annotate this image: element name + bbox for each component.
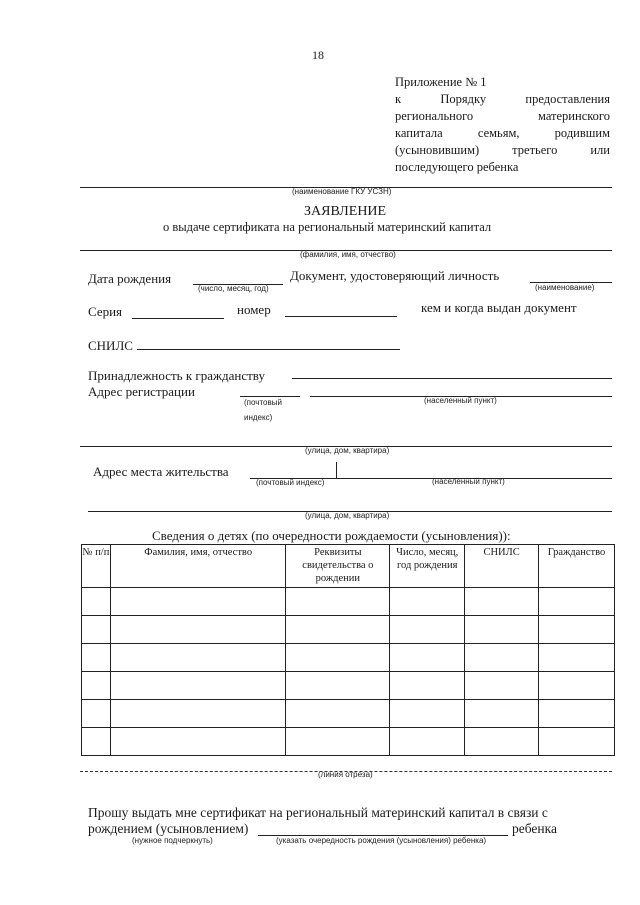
citizenship-field[interactable]	[292, 378, 612, 379]
table-cell[interactable]	[110, 672, 286, 700]
appendix-block	[395, 74, 610, 176]
table-cell[interactable]	[286, 672, 390, 700]
table-cell[interactable]	[82, 672, 111, 700]
col-header-number: № п/п	[82, 545, 111, 588]
table-cell[interactable]	[110, 728, 286, 756]
table-row	[82, 672, 615, 700]
number-label: номер	[237, 302, 271, 317]
appendix-line: капитала семьям, родившим	[395, 126, 610, 140]
appendix-title: Приложение № 1	[395, 75, 487, 89]
table-cell[interactable]	[539, 644, 615, 672]
table-cell[interactable]	[82, 588, 111, 616]
table-cell[interactable]	[465, 616, 539, 644]
residence-separator	[336, 462, 337, 478]
postal-caption: (почтовый	[244, 398, 282, 407]
table-cell[interactable]	[390, 588, 465, 616]
table-cell[interactable]	[465, 728, 539, 756]
postal-index-caption: (почтовый индекс)	[256, 478, 325, 487]
request-line-1: Прошу выдать мне сертификат на региональный материнский капитал в связи с	[88, 805, 548, 820]
street-caption: (улица, дом, квартира)	[305, 446, 390, 455]
series-label: Серия	[88, 304, 123, 319]
document-subheading: о выдаче сертификата на региональный материнский капитал	[163, 220, 492, 234]
table-cell[interactable]	[465, 700, 539, 728]
table-row	[82, 700, 615, 728]
table-cell[interactable]	[82, 700, 111, 728]
table-cell[interactable]	[286, 616, 390, 644]
table-cell[interactable]	[390, 616, 465, 644]
cut-line-caption: (линия отреза)	[318, 770, 373, 779]
fio-caption: (фамилия, имя, отчество)	[300, 250, 396, 259]
birth-date-caption: (число, месяц, год)	[198, 284, 269, 293]
col-header-certificate: Реквизиты свидетельства о рождении	[286, 545, 390, 588]
col-header-fio: Фамилия, имя, отчество	[110, 545, 286, 588]
locality-caption: (населенный пункт)	[424, 396, 497, 405]
table-cell[interactable]	[286, 588, 390, 616]
table-cell[interactable]	[539, 588, 615, 616]
table-cell[interactable]	[390, 644, 465, 672]
col-header-snils: СНИЛС	[465, 545, 539, 588]
table-cell[interactable]	[286, 728, 390, 756]
reg-postal-field[interactable]	[240, 396, 300, 397]
issued-label: кем и когда выдан документ	[421, 300, 577, 315]
table-row	[82, 644, 615, 672]
table-cell[interactable]	[539, 672, 615, 700]
children-table	[81, 544, 615, 756]
table-cell[interactable]	[110, 616, 286, 644]
table-cell[interactable]	[465, 672, 539, 700]
street-caption-2: (улица, дом, квартира)	[305, 511, 390, 520]
table-body	[82, 588, 615, 756]
locality-caption-2: (населенный пункт)	[432, 477, 505, 486]
identity-doc-label: Документ, удостоверяющий личность	[290, 268, 500, 283]
series-field[interactable]	[132, 318, 224, 319]
table-cell[interactable]	[110, 644, 286, 672]
table-cell[interactable]	[390, 672, 465, 700]
number-field[interactable]	[285, 316, 397, 317]
table-cell[interactable]	[390, 728, 465, 756]
snils-label: СНИЛС	[88, 338, 133, 353]
table-cell[interactable]	[539, 700, 615, 728]
table-cell[interactable]	[82, 644, 111, 672]
table-header-row	[82, 545, 615, 588]
document-heading: ЗАЯВЛЕНИЕ	[304, 204, 387, 219]
table-row	[82, 616, 615, 644]
residence-label: Адрес места жительства	[93, 464, 229, 479]
children-title: Сведения о детях (по очередности рождаемости (усыновления)):	[152, 528, 511, 543]
table-row	[82, 588, 615, 616]
table-cell[interactable]	[286, 700, 390, 728]
table-cell[interactable]	[539, 616, 615, 644]
col-header-citizenship: Гражданство	[539, 545, 615, 588]
underline-caption: (нужное подчеркнуть)	[132, 836, 213, 845]
agency-caption: (наименование ГКУ УСЗН)	[292, 187, 392, 196]
snils-field[interactable]	[137, 349, 400, 350]
postal-caption-cont: индекс)	[244, 413, 273, 422]
table-cell[interactable]	[465, 644, 539, 672]
page-number: 18	[312, 48, 324, 62]
request-line-2-end: ребенка	[512, 821, 557, 836]
request-line-2: рождением (усыновлением)	[88, 821, 249, 836]
table-cell[interactable]	[539, 728, 615, 756]
appendix-line: последующего ребенка	[395, 160, 519, 174]
appendix-line: (усыновившим) третьего или	[395, 143, 610, 157]
table-cell[interactable]	[82, 616, 111, 644]
table-cell[interactable]	[110, 588, 286, 616]
order-caption: (указать очередность рождения (усыновления) ребенка)	[276, 836, 487, 845]
birth-date-label: Дата рождения	[88, 271, 172, 286]
table-cell[interactable]	[110, 700, 286, 728]
table-cell[interactable]	[286, 644, 390, 672]
table-row	[82, 728, 615, 756]
identity-doc-caption: (наименование)	[535, 283, 595, 292]
citizenship-label: Принадлежность к гражданству	[88, 368, 265, 383]
appendix-line: регионального материнского	[395, 109, 610, 123]
table-cell[interactable]	[82, 728, 111, 756]
appendix-line: к Порядку предоставления	[395, 92, 610, 106]
table-cell[interactable]	[465, 588, 539, 616]
reg-address-label: Адрес регистрации	[88, 384, 195, 399]
table-cell[interactable]	[390, 700, 465, 728]
col-header-birth-date: Число, месяц, год рождения	[390, 545, 465, 588]
